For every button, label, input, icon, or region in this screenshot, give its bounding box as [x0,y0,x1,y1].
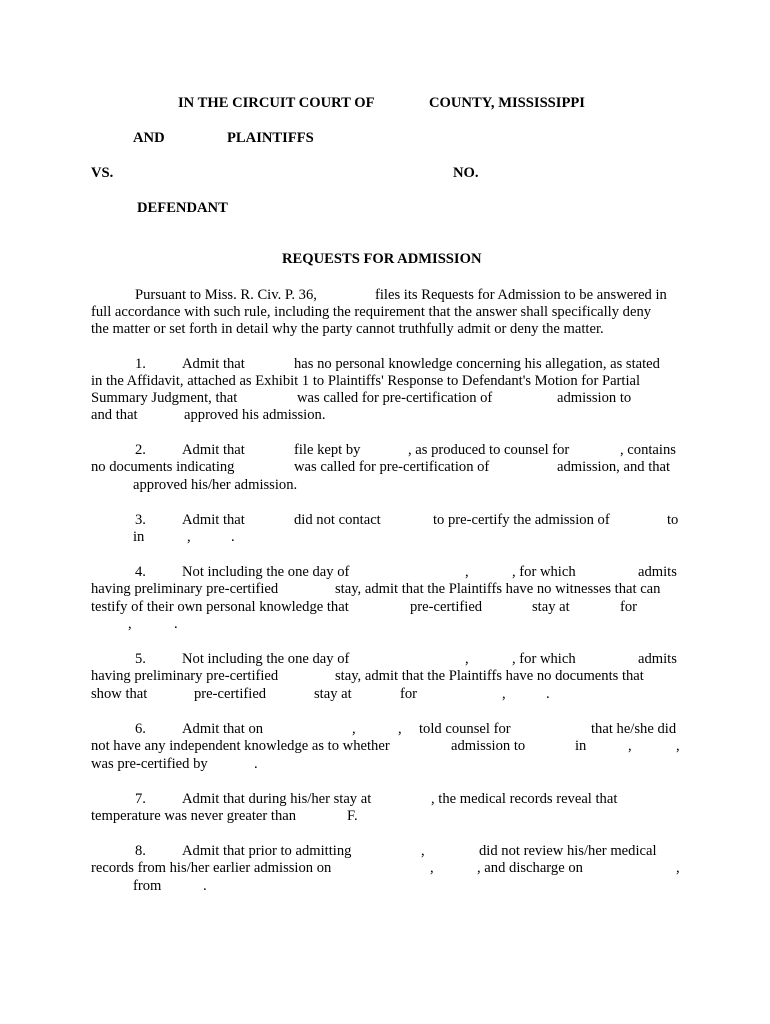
request-1-text: approved his admission. [184,407,326,423]
request-6-text: , [676,738,680,754]
request-6-text: , [352,721,356,737]
request-8-number: 8. [135,843,146,859]
request-4-text: pre-certified [410,599,483,615]
request-7-number: 7. [135,791,146,807]
request-5-text: stay at [314,686,352,702]
request-6-text: not have any independent knowledge as to whether [91,738,390,754]
request-7-text: F. [347,808,358,824]
request-3-number: 3. [135,512,146,528]
request-2-text: admission, and that [557,459,671,475]
request-4-text: , [128,616,132,632]
request-2-text: no documents indicating [91,459,235,475]
request-6-text: was pre-certified by [91,756,208,772]
court-caption-right: COUNTY, MISSISSIPPI [429,95,585,111]
request-4-text: , for which [512,564,576,580]
request-8-text: , [676,860,680,876]
request-3-text: in [133,529,145,545]
request-6-text: . [254,756,258,772]
request-1-text: admission to [557,390,632,406]
request-6-text: that he/she did [591,721,677,737]
request-4-text: for [620,599,638,615]
intro-line-2: full accordance with such rule, including the requirement that the answer shall specifically deny [91,304,652,320]
request-4-text: . [174,616,178,632]
request-5-text: stay, admit that the Plaintiffs have no documents that [335,668,644,684]
request-1-text: was called for pre-certification of [297,390,493,406]
request-8-text: , [421,843,425,859]
request-1-text: has no personal knowledge concerning his allegation, as stated [294,356,660,372]
request-1-text: Summary Judgment, that [91,390,238,406]
request-4-text: stay, admit that the Plaintiffs have no witnesses that can [335,581,661,597]
request-1-text: Admit that [182,356,245,372]
caption-vs: VS. [91,165,114,181]
request-7-text: Admit that during his/her stay at [182,791,372,807]
request-1-text: in the Affidavit, attached as Exhibit 1 to Plaintiffs' Response to Defendant's Motion for Partial [91,373,641,389]
request-6-text: in [575,738,587,754]
request-6-text: told counsel for [419,721,511,737]
caption-defendant: DEFENDANT [137,200,228,216]
request-8-text: Admit that prior to admitting [182,843,352,859]
document-title: REQUESTS FOR ADMISSION [282,251,482,267]
court-caption-left: IN THE CIRCUIT COURT OF [178,95,375,111]
request-5-text: . [546,686,550,702]
request-5-text: , [502,686,506,702]
request-5-text: pre-certified [194,686,267,702]
request-3-text: , [187,529,191,545]
request-3-text: to pre-certify the admission of [433,512,610,528]
request-3-text: Admit that [182,512,245,528]
caption-and: AND [133,130,165,146]
request-2-text: , contains [620,442,676,458]
request-5-text: Not including the one day of [182,651,350,667]
request-5-text: admits [638,651,677,667]
request-2-number: 2. [135,442,146,458]
request-7-text: temperature was never greater than [91,808,297,824]
intro-line-1b: files its Requests for Admission to be answered in [375,287,667,303]
request-3-text: . [231,529,235,545]
request-8-text: records from his/her earlier admission on [91,860,332,876]
request-8-text: . [203,878,207,894]
request-8-text: from [133,878,162,894]
intro-line-3: the matter or set forth in detail why the party cannot truthfully admit or deny the matter. [91,321,604,337]
request-8-text: did not review his/her medical [479,843,657,859]
request-8-text: , [430,860,434,876]
request-4-text: , [465,564,469,580]
request-7-text: , the medical records reveal that [431,791,618,807]
request-2-text: approved his/her admission. [133,477,298,493]
request-4-number: 4. [135,564,146,580]
request-2-text: file kept by [294,442,361,458]
caption-plaintiffs: PLAINTIFFS [227,130,314,146]
request-3-text: to [667,512,679,528]
request-6-text: Admit that on [182,721,264,737]
request-2-text: was called for pre-certification of [294,459,490,475]
request-2-text: Admit that [182,442,245,458]
request-5-text: for [400,686,418,702]
request-6-number: 6. [135,721,146,737]
request-5-text: having preliminary pre-certified [91,668,279,684]
request-4-text: testify of their own personal knowledge that [91,599,349,615]
caption-case-no: NO. [453,165,479,181]
request-1-text: and that [91,407,138,423]
request-6-text: , [398,721,402,737]
request-4-text: admits [638,564,677,580]
intro-line-1a: Pursuant to Miss. R. Civ. P. 36, [135,287,317,303]
request-4-text: having preliminary pre-certified [91,581,279,597]
request-6-text: , [628,738,632,754]
request-5-text: , [465,651,469,667]
request-4-text: Not including the one day of [182,564,350,580]
request-8-text: , and discharge on [477,860,583,876]
request-5-text: show that [91,686,148,702]
request-4-text: stay at [532,599,570,615]
request-6-text: admission to [451,738,526,754]
request-1-number: 1. [135,356,146,372]
request-2-text: , as produced to counsel for [408,442,570,458]
request-3-text: did not contact [294,512,381,528]
request-5-text: , for which [512,651,576,667]
request-5-number: 5. [135,651,146,667]
